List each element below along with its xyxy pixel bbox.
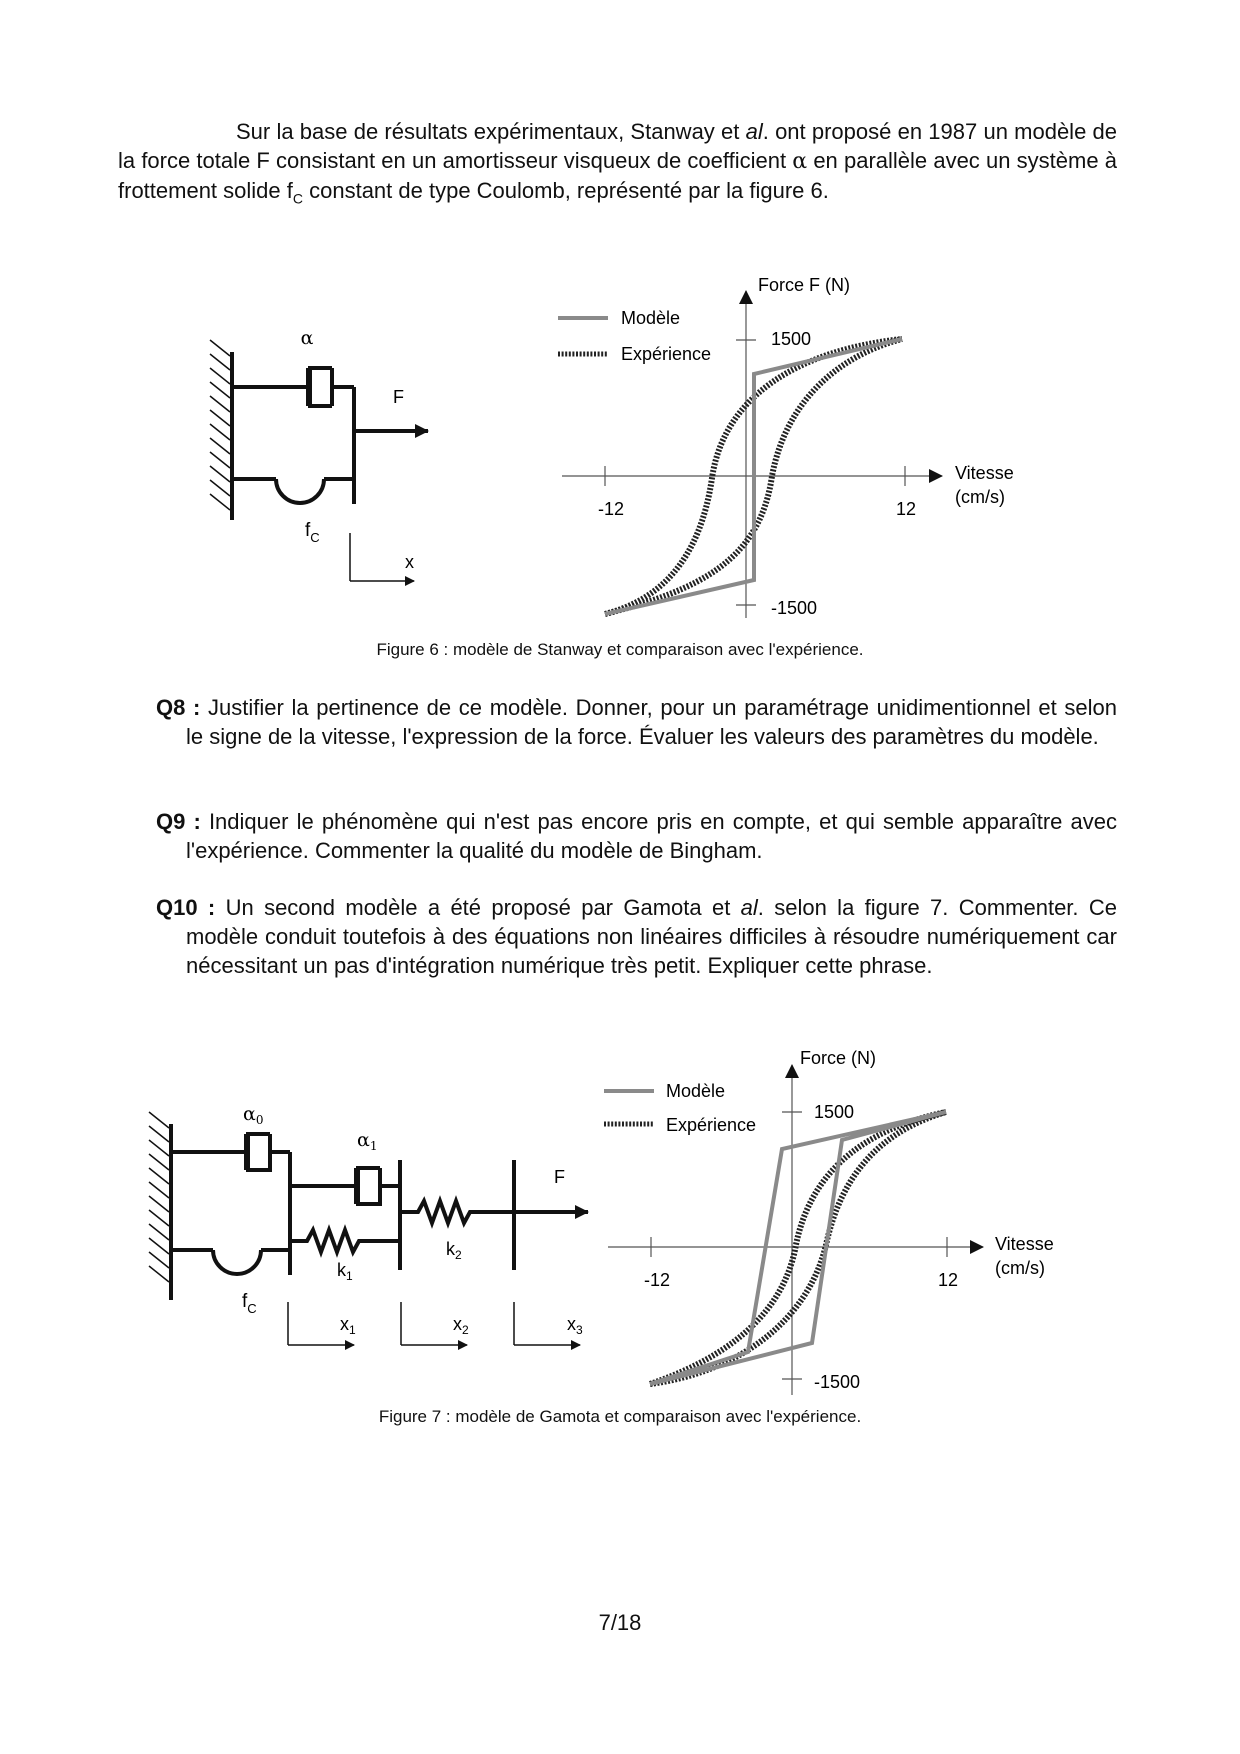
y-axis-label: Force F (N) [758, 275, 850, 295]
legend-exp-label: Expérience [621, 344, 712, 364]
spring-k2 [400, 1201, 514, 1223]
intro-text: en parallèle avec un système à frottement solide [118, 148, 1117, 203]
wall [149, 1112, 171, 1300]
q10-text: Un second modèle a été proposé par Gamota et [215, 895, 741, 920]
intro-text: Sur la base de résultats expérimentaux, Stanway et [236, 119, 746, 144]
y-tick-label: -1500 [771, 598, 818, 618]
q8-text: Justifier la pertinence de ce modèle. Donner, pour un paramétrage unidimentionnel et selon le signe de la vitesse, l'expression de la force. Évaluer les valeurs des paramètres du modèle. [186, 695, 1117, 749]
figure-6-caption: Figure 6 : modèle de Stanway et comparaison avec l'expérience. [376, 640, 864, 659]
question-q9 [156, 807, 1117, 865]
q9-text: Indiquer le phénomène qui n'est pas encore pris en compte, et qui semble apparaître avec l'expérience. Commenter la qualité du modèle de Bingham. [186, 809, 1117, 863]
fc-label: $f_C$ [242, 1291, 257, 1316]
figure-7 [0, 1040, 1240, 1410]
coulomb-friction [171, 1152, 290, 1275]
alpha1-label: $\alpha_1$ [357, 1129, 378, 1153]
x-tick-label: -12 [597, 499, 625, 519]
x-tick-label: -12 [643, 1270, 671, 1290]
q10-text: . selon la figure 7. Commenter. Ce modèle conduit toutefois à des équations non linéaires difficiles à résoudre numériquement car nécessitant un pas d'intégration numérique très petit. Expliquer cette phrase. [186, 895, 1117, 978]
damper-alpha0 [171, 1134, 290, 1170]
q10-al: al [740, 895, 758, 920]
q9-label: Q9 : [156, 809, 201, 834]
question-q10 [156, 893, 1117, 980]
x-axis-label: Vitesse [955, 463, 1014, 483]
damper-alpha1 [290, 1168, 400, 1204]
legend-exp-label: Expérience [666, 1115, 757, 1135]
wall [210, 340, 232, 520]
k1-label: $k_1$ [337, 1260, 353, 1283]
figure-6 [0, 265, 1240, 635]
x-tick-label: 12 [895, 499, 917, 519]
stanway-schematic [210, 327, 428, 581]
fc-symbol: $f_C$ [286, 178, 303, 207]
x-label: x [405, 552, 414, 572]
gamota-schematic [149, 1103, 588, 1345]
fc-label: $f_C$ [305, 520, 320, 545]
question-q8 [156, 693, 1117, 751]
stanway-plot [558, 275, 1014, 618]
gamota-plot [604, 1048, 1054, 1395]
x3-label: $x_3$ [567, 1314, 583, 1337]
alpha-symbol: α [792, 149, 808, 174]
intro-al: al [745, 119, 763, 144]
y-axis-label: Force (N) [800, 1048, 876, 1068]
x1-label: $x_1$ [340, 1314, 356, 1337]
force-label: F [554, 1167, 565, 1187]
x-axis-label: (cm/s) [955, 487, 1005, 507]
x-axis-indicators [288, 1302, 580, 1345]
damper [232, 368, 354, 406]
page-number: 7/18 [598, 1610, 642, 1635]
k2-label: $k_2$ [446, 1239, 462, 1262]
intro-text: . ont proposé en 1987 un modèle de la force totale F consistant en un amortisseur visqueux de coefficient [118, 119, 1118, 173]
y-tick-label: 1500 [771, 329, 812, 349]
y-tick-label: -1500 [814, 1372, 861, 1392]
x2-label: $x_2$ [453, 1314, 469, 1337]
legend-model-label: Modèle [621, 308, 681, 328]
x-tick-label: 12 [937, 1270, 959, 1290]
intro-text: constant de type Coulomb, représenté par la figure 6. [303, 178, 829, 203]
x-axis-label: (cm/s) [995, 1258, 1045, 1278]
intro-paragraph [118, 117, 1117, 213]
y-tick-label: 1500 [814, 1102, 855, 1122]
q8-label: Q8 : [156, 695, 201, 720]
legend-model-label: Modèle [666, 1081, 726, 1101]
q10-label: Q10 : [156, 895, 216, 920]
alpha-label: α [300, 327, 314, 349]
alpha0-label: $\alpha_0$ [243, 1103, 264, 1127]
coulomb-friction [232, 387, 354, 504]
figure-7-caption: Figure 7 : modèle de Gamota et comparaison avec l'expérience. [378, 1407, 862, 1426]
x-axis-label: Vitesse [995, 1234, 1054, 1254]
force-label: F [393, 387, 404, 407]
experience-curve [650, 1112, 946, 1384]
spring-k1 [290, 1230, 400, 1252]
